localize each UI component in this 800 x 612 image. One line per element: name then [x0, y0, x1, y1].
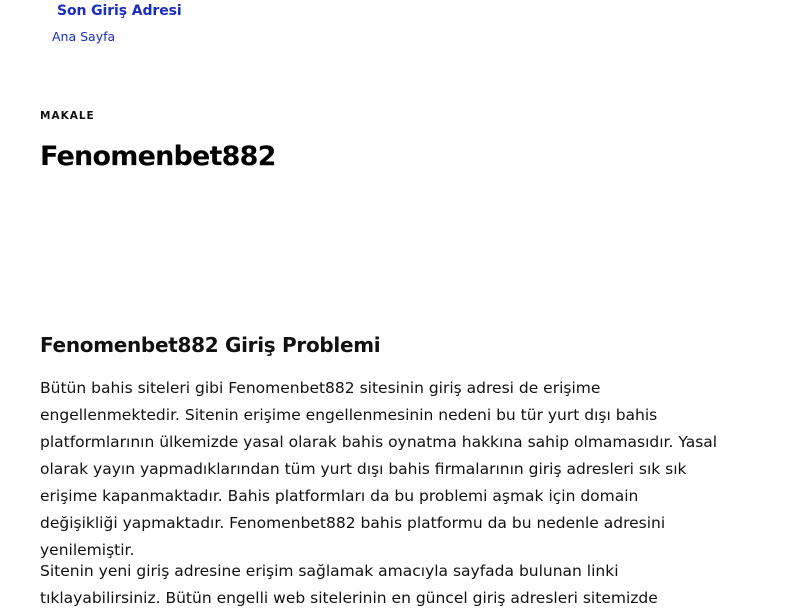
article-paragraph-2: Sitenin yeni giriş adresine erişim sağlamak amacıyla sayfada bulunan linki tıklayabilirsiniz. Bütün engelli web sitelerinin en güncel giriş adresleri sitemizde — [40, 562, 658, 607]
post-title: Fenomenbet882 — [40, 141, 276, 172]
post-category[interactable]: MAKALE — [40, 110, 95, 122]
article-paragraph-1: Bütün bahis siteleri gibi Fenomenbet882 sitesinin giriş adresi de erişime engellenmektedir. Sitenin erişime engellenmesinin nedeni bu tür yurt dışı bahis platformlarının ülkemizde yasal olarak bahis oynatma hakkına sahip olmamasıdır. Yasal olarak yayın yapmadıklarından tüm yurt dışı bahis firmalarının giriş adresleri sık sık erişime kapanmaktadır. Bahis platformları da bu problemi aşmak için domain değişikliği yapmaktadır. Fenomenbet882 bahis platformu da bu nedenle adresini yenilemiştir. — [40, 379, 718, 559]
nav-home-link[interactable]: Ana Sayfa — [52, 29, 116, 44]
section-heading: Fenomenbet882 Giriş Problemi — [40, 333, 381, 357]
site-title-link[interactable]: Son Giriş Adresi — [57, 3, 182, 19]
